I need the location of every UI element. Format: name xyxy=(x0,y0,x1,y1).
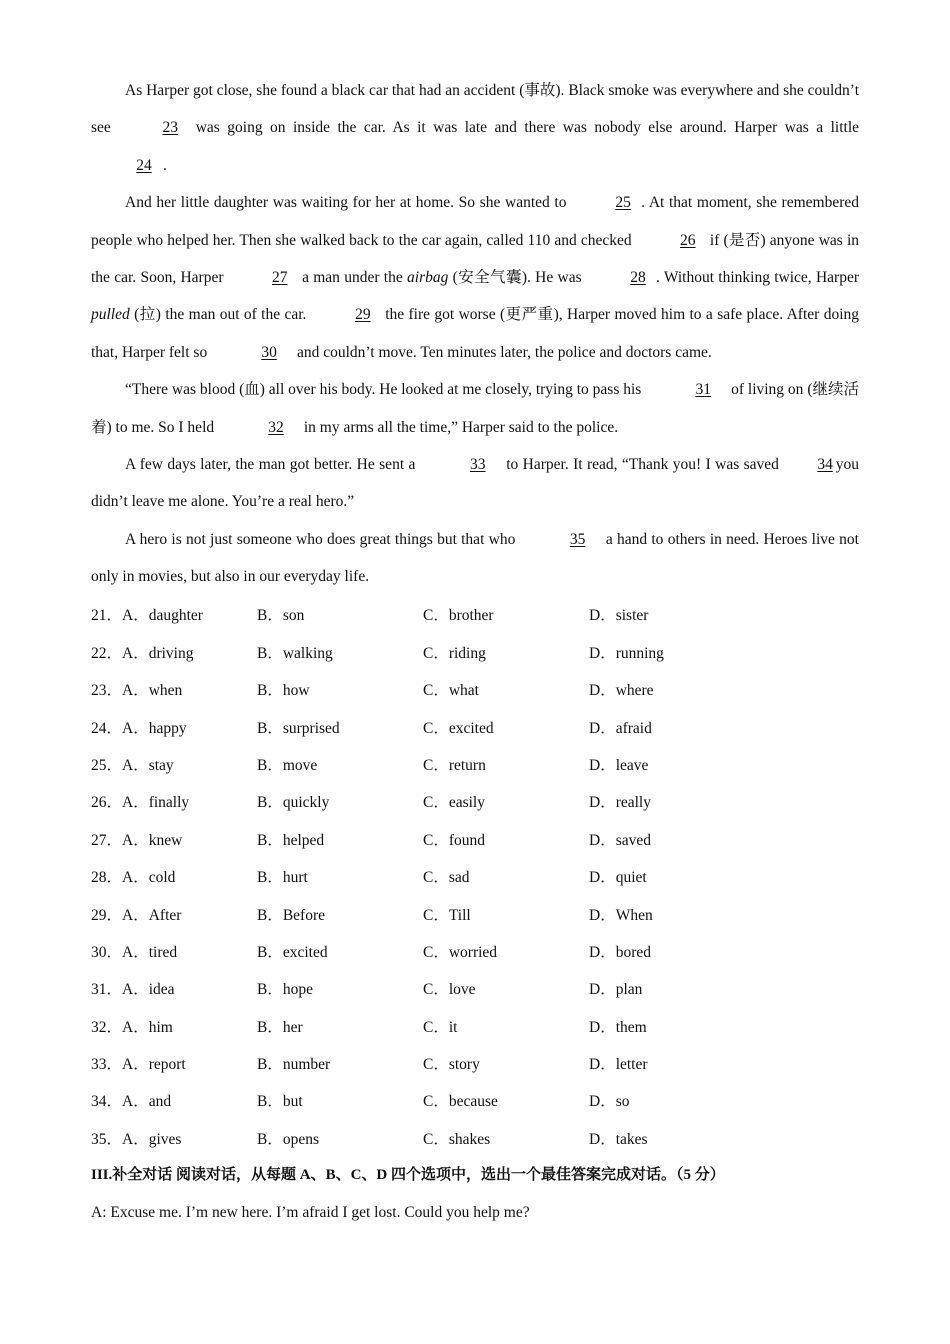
passage-text: you didn’t leave me alone. You’re a real hero.” xyxy=(91,456,859,511)
blank-24: 24 xyxy=(136,156,152,174)
option-b: B．move xyxy=(257,756,318,774)
option-b: B．surprised xyxy=(257,719,340,737)
option-row xyxy=(91,745,859,782)
question-number: 33． xyxy=(91,1056,123,1074)
option-d: D．saved xyxy=(589,831,651,849)
blank-33: 33 xyxy=(470,456,486,474)
option-b: B．how xyxy=(257,682,310,700)
blank-35: 35 xyxy=(569,530,586,548)
option-b: B．but xyxy=(257,1093,303,1111)
option-d: D．leave xyxy=(589,756,649,774)
passage-text: was going on inside the car. As it was late and there was nobody else around. Harper was a little xyxy=(188,119,859,137)
option-row xyxy=(91,708,859,745)
option-d: D．so xyxy=(589,1093,630,1111)
option-a: A．tired xyxy=(122,943,178,961)
option-a: A．and xyxy=(122,1093,172,1111)
italic-word-pulled: pulled xyxy=(91,306,130,324)
option-b: B．opens xyxy=(257,1130,320,1148)
passage-paragraph-4 xyxy=(91,446,859,521)
question-number: 31． xyxy=(91,981,123,999)
question-number: 30． xyxy=(91,943,123,961)
passage-text: (安全气囊). He was xyxy=(448,269,586,287)
option-row xyxy=(91,820,859,857)
option-c: C．excited xyxy=(423,719,494,737)
blank-25: 25 xyxy=(615,194,631,212)
option-b: B．her xyxy=(257,1018,303,1036)
passage-text: of living on (继续活着) to me. So I held xyxy=(91,381,859,436)
option-row xyxy=(91,596,859,633)
blank-32: 32 xyxy=(268,418,284,436)
option-d: D．where xyxy=(589,682,654,700)
passage-text: . Without thinking twice, Harper xyxy=(655,269,859,287)
passage-text: (拉) the man out of the car. xyxy=(129,306,311,324)
option-b: B．Before xyxy=(257,906,326,924)
option-row xyxy=(91,633,859,670)
passage-text: in my arms all the time,” Harper said to the police. xyxy=(300,418,619,436)
blank-23: 23 xyxy=(162,119,178,137)
option-b: B．number xyxy=(257,1056,331,1074)
question-number: 24． xyxy=(91,719,123,737)
option-d: D．quiet xyxy=(589,869,647,887)
passage-text: the fire got worse (更严重), Harper moved him to a safe place. After doing that, Harper felt so xyxy=(91,306,859,361)
option-d: D．sister xyxy=(589,607,649,625)
option-b: B．quickly xyxy=(257,794,330,812)
option-b: B．hurt xyxy=(257,869,308,887)
option-c: C．Till xyxy=(423,906,471,924)
passage-paragraph-2 xyxy=(91,184,859,371)
question-number: 22． xyxy=(91,644,123,662)
option-b: B．excited xyxy=(257,943,328,961)
option-a: A．him xyxy=(122,1018,173,1036)
option-a: A．stay xyxy=(122,756,174,774)
blank-27: 27 xyxy=(272,269,288,287)
question-number: 35． xyxy=(91,1130,123,1148)
option-d: D．afraid xyxy=(589,719,652,737)
option-b: B．hope xyxy=(257,981,313,999)
passage-text: . xyxy=(163,156,167,174)
blank-29: 29 xyxy=(355,306,371,324)
option-a: A．finally xyxy=(122,794,190,812)
passage-text: As Harper got close, she found a black car that had an accident (事故). Black smoke was everywhere and she couldn’t see xyxy=(91,82,859,137)
question-number: 25． xyxy=(91,756,123,774)
option-b: B．son xyxy=(257,607,305,625)
option-c: C．found xyxy=(423,831,486,849)
passage-text: A hero is not just someone who does great things but that who xyxy=(125,530,520,548)
option-a: A．report xyxy=(122,1056,186,1074)
option-d: D．bored xyxy=(589,943,651,961)
passage-text: “There was blood (血) all over his body. He looked at me closely, trying to pass his xyxy=(125,381,646,399)
passage-text: . At that moment, she remembered people who helped her. Then she walked back to the car again, called 110 and checked xyxy=(91,194,859,249)
option-row xyxy=(91,857,859,894)
option-c: C．easily xyxy=(423,794,485,812)
options-table xyxy=(91,596,859,1157)
option-c: C．what xyxy=(423,682,479,700)
passage-text: a hand to others in need. Heroes live not only in movies, but also in our everyday life. xyxy=(91,530,859,586)
passage-text: A few days later, the man got better. He sent a xyxy=(125,456,420,474)
option-c: C．return xyxy=(423,756,486,774)
option-c: C．riding xyxy=(423,644,486,662)
blank-30: 30 xyxy=(261,343,277,361)
question-number: 34． xyxy=(91,1093,123,1111)
blank-28: 28 xyxy=(630,269,646,287)
option-c: C．sad xyxy=(423,869,470,887)
option-a: A．daughter xyxy=(122,607,203,625)
option-b: B．helped xyxy=(257,831,325,849)
passage-paragraph-1 xyxy=(91,72,859,184)
option-c: C．brother xyxy=(423,607,494,625)
option-b: B．walking xyxy=(257,644,333,662)
option-a: A．knew xyxy=(122,831,183,849)
option-a: A．driving xyxy=(122,644,194,662)
option-row xyxy=(91,1119,859,1156)
option-a: A．After xyxy=(122,906,182,924)
option-d: D．When xyxy=(589,906,653,924)
option-d: D．letter xyxy=(589,1056,648,1074)
dialog-line-1: A: Excuse me. I’m new here. I’m afraid I get lost. Could you help me? xyxy=(91,1203,530,1221)
exam-page xyxy=(91,72,859,1231)
passage-paragraph-5 xyxy=(91,521,859,596)
section-3-heading: III.补全对话 阅读对话，从每题 A、B、C、D 四个选项中，选出一个最佳答案完成对话。（5 分） xyxy=(91,1166,725,1183)
question-number: 21． xyxy=(91,607,123,625)
passage-text: a man under the xyxy=(297,269,408,287)
option-row xyxy=(91,970,859,1007)
passage-text: And her little daughter was waiting for her at home. So she wanted to xyxy=(125,194,572,212)
italic-word-airbag: airbag xyxy=(407,269,449,287)
option-row xyxy=(91,670,859,707)
option-a: A．when xyxy=(122,682,183,700)
option-a: A．idea xyxy=(122,981,175,999)
option-row xyxy=(91,932,859,969)
passage-text: and couldn’t move. Ten minutes later, the police and doctors came. xyxy=(293,343,712,361)
option-a: A．gives xyxy=(122,1130,182,1148)
option-c: C．because xyxy=(423,1093,498,1111)
option-a: A．cold xyxy=(122,869,176,887)
question-number: 23． xyxy=(91,682,123,700)
passage-paragraph-3 xyxy=(91,371,859,446)
option-d: D．running xyxy=(589,644,664,662)
option-c: C．story xyxy=(423,1056,480,1074)
option-c: C．it xyxy=(423,1018,458,1036)
option-c: C．love xyxy=(423,981,476,999)
blank-26: 26 xyxy=(680,231,696,249)
question-number: 28． xyxy=(91,869,123,887)
option-d: D．really xyxy=(589,794,651,812)
option-row xyxy=(91,783,859,820)
option-d: D．takes xyxy=(589,1130,648,1148)
question-number: 27． xyxy=(91,831,123,849)
option-row xyxy=(91,1082,859,1119)
option-row xyxy=(91,1044,859,1081)
option-c: C．shakes xyxy=(423,1130,491,1148)
question-number: 26． xyxy=(91,794,123,812)
blank-34: 34 xyxy=(817,456,833,474)
option-row xyxy=(91,895,859,932)
option-d: D．plan xyxy=(589,981,643,999)
option-a: A．happy xyxy=(122,719,187,737)
option-c: C．worried xyxy=(423,943,498,961)
option-row xyxy=(91,1007,859,1044)
passage-text: if (是否) anyone was in the car. Soon, Harper xyxy=(91,231,859,287)
question-number: 32． xyxy=(91,1018,123,1036)
question-number: 29． xyxy=(91,906,123,924)
passage-text: to Harper. It read, “Thank you! I was saved xyxy=(501,456,784,474)
blank-31: 31 xyxy=(695,381,711,399)
option-d: D．them xyxy=(589,1018,647,1036)
